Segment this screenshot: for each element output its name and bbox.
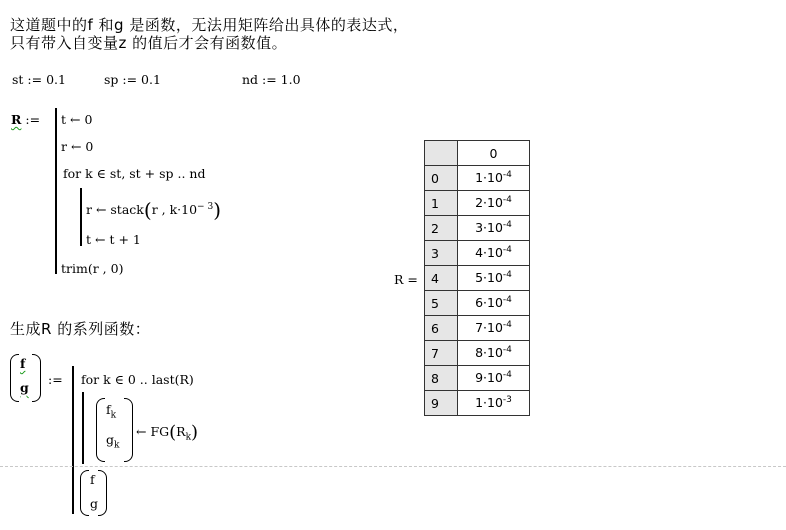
table-cell-value[interactable]: $5\cdot 10^{-4}$ (458, 266, 530, 291)
program-line-t-incr[interactable]: t ← t + 1 (86, 232, 141, 247)
output-f[interactable]: f (90, 472, 95, 487)
output-right-paren (98, 470, 107, 516)
table-row[interactable] (425, 341, 530, 366)
loop-bar (80, 188, 82, 246)
table-cell-value[interactable]: $4\cdot 10^{-4}$ (458, 241, 530, 266)
table-row[interactable] (425, 266, 530, 291)
r-assign[interactable]: R := (11, 112, 41, 127)
fg-loop-bar (82, 392, 84, 464)
table-cell-value[interactable]: $6\cdot 10^{-4}$ (458, 291, 530, 316)
output-g[interactable]: g (90, 496, 99, 511)
program-line-r-init[interactable]: r ← 0 (61, 139, 94, 154)
table-row-index: 3 (425, 241, 458, 266)
fg-assign: := (48, 372, 63, 387)
program-line-trim[interactable]: trim(r , 0) (61, 261, 124, 276)
table-corner (425, 141, 458, 166)
output-left-paren (80, 470, 89, 516)
note-line-2: 只有带入自变量z 的值后才会有函数值。 (10, 34, 288, 52)
table-row-index: 2 (425, 216, 458, 241)
table-row-index: 5 (425, 291, 458, 316)
table-row-index: 6 (425, 316, 458, 341)
st-definition[interactable]: st := 0.1 (12, 72, 66, 87)
table-row[interactable] (425, 166, 530, 191)
table-row[interactable] (425, 391, 530, 416)
table-cell-value[interactable]: $1\cdot 10^{-4}$ (458, 166, 530, 191)
table-cell-value[interactable]: $8\cdot 10^{-4}$ (458, 341, 530, 366)
page-divider (0, 466, 786, 467)
table-cell-value[interactable]: $2\cdot 10^{-4}$ (458, 191, 530, 216)
program-line-for[interactable]: for k ∈ st, st + sp .. nd (63, 166, 206, 181)
r-result-label: R = (394, 272, 418, 287)
vector-f[interactable]: f (20, 356, 26, 371)
program-line-t-init[interactable]: t ← 0 (61, 112, 93, 127)
program-line-stack[interactable]: r ← stack(r , $k\cdot 10^{- 3}$) (86, 198, 221, 222)
vector-g[interactable]: g (20, 380, 29, 395)
table-row-index: 8 (425, 366, 458, 391)
table-column-header: 0 (458, 141, 530, 166)
table-row[interactable] (425, 366, 530, 391)
fg-program-bar (72, 366, 74, 514)
table-row[interactable] (425, 241, 530, 266)
table-row-index: 7 (425, 341, 458, 366)
table-row[interactable] (425, 316, 530, 341)
vector-right-paren (32, 354, 41, 402)
table-row[interactable] (425, 216, 530, 241)
note-line-1: 这道题中的f 和g 是函数，无法用矩阵给出具体的表达式， (10, 16, 409, 34)
table-row-index: 9 (425, 391, 458, 416)
sp-definition[interactable]: sp := 0.1 (104, 72, 161, 87)
table-cell-value[interactable]: $7\cdot 10^{-4}$ (458, 316, 530, 341)
fk-gk-left-paren (96, 398, 105, 462)
table-row[interactable] (425, 191, 530, 216)
nd-definition[interactable]: nd := 1.0 (242, 72, 301, 87)
table-cell-value[interactable]: $9\cdot 10^{-4}$ (458, 366, 530, 391)
vector-left-paren (10, 354, 19, 402)
table-row[interactable] (425, 291, 530, 316)
table-row-index: 1 (425, 191, 458, 216)
vector-gk[interactable]: $g_k$ (106, 432, 120, 451)
table-cell-value[interactable]: $3\cdot 10^{-4}$ (458, 216, 530, 241)
fk-gk-right-paren (124, 398, 133, 462)
table-cell-value[interactable]: $1\cdot 10^{-3}$ (458, 391, 530, 416)
section-heading: 生成R 的系列函数： (10, 320, 151, 338)
program-bar (55, 108, 57, 274)
r-result-table[interactable] (424, 140, 530, 416)
table-row-index: 4 (425, 266, 458, 291)
vector-fk[interactable]: $f_k$ (106, 402, 117, 421)
table-row-index: 0 (425, 166, 458, 191)
fg-call[interactable]: ← $FG(R_k)$ (136, 422, 199, 443)
fg-loop-line[interactable]: for k ∈ 0 .. last(R) (81, 372, 194, 387)
